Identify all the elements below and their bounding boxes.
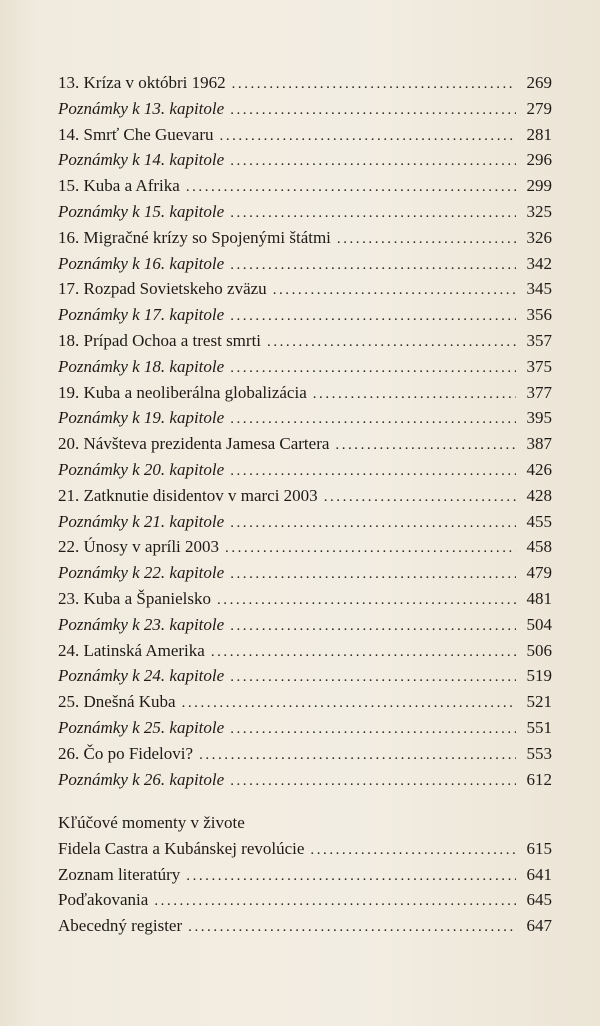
dot-leader — [220, 124, 516, 150]
dot-leader — [230, 614, 516, 640]
dot-leader — [211, 640, 516, 666]
entry-page-number: 326 — [526, 227, 552, 247]
dot-leader — [230, 407, 516, 433]
entry-title: 23. Kuba a Španielsko — [58, 588, 211, 608]
dot-leader — [230, 356, 516, 382]
dot-leader — [182, 691, 516, 717]
dot-leader — [154, 889, 516, 915]
toc-notes-entry — [58, 405, 552, 431]
entry-title: 14. Smrť Che Guevaru — [58, 124, 214, 144]
dot-leader — [230, 717, 516, 743]
dot-leader — [273, 278, 516, 304]
entry-title: Poznámky k 25. kapitole — [58, 717, 225, 737]
entry-page-number: 375 — [526, 356, 552, 376]
toc-chapter-entry — [58, 173, 552, 199]
toc-notes-entry — [58, 509, 552, 535]
entry-page-number: 325 — [526, 201, 552, 221]
toc-notes-entry — [58, 147, 552, 173]
toc-notes-entry — [58, 251, 552, 277]
entry-title: Poznámky k 22. kapitole — [58, 563, 225, 583]
dot-leader — [230, 304, 516, 330]
entry-title: 15. Kuba a Afrika — [58, 176, 180, 196]
toc-notes-entry — [58, 715, 552, 741]
entry-title: Poznámky k 23. kapitole — [58, 614, 225, 634]
entry-title: Poznámky k 13. kapitole — [58, 98, 225, 118]
entry-title: Poznámky k 15. kapitole — [58, 201, 225, 221]
entry-title: 20. Návšteva prezidenta Jamesa Cartera — [58, 434, 330, 454]
toc-notes-entry — [58, 767, 552, 793]
entry-page-number: 458 — [526, 537, 552, 557]
appendix-section — [58, 810, 552, 939]
dot-leader — [310, 838, 516, 864]
dot-leader — [230, 149, 516, 175]
toc-chapter-entry — [58, 380, 552, 406]
entry-page-number: 428 — [526, 485, 552, 505]
dot-leader — [335, 433, 516, 459]
toc-chapter-entry — [58, 328, 552, 354]
entry-title: Fidela Castra a Kubánskej revolúcie — [58, 838, 305, 858]
entry-page-number: 481 — [526, 588, 552, 608]
dot-leader — [186, 175, 516, 201]
entry-title: 17. Rozpad Sovietskeho zväzu — [58, 279, 267, 299]
entry-page-number: 377 — [526, 382, 552, 402]
entry-title: Poznámky k 24. kapitole — [58, 666, 225, 686]
entry-page-number: 506 — [526, 640, 552, 660]
appendix-entry — [58, 862, 552, 888]
dot-leader — [217, 588, 516, 614]
entry-title: 26. Čo po Fidelovi? — [58, 743, 194, 763]
entry-page-number: 479 — [526, 563, 552, 583]
entry-page-number: 519 — [526, 666, 552, 686]
dot-leader — [313, 382, 516, 408]
toc-chapter-entry — [58, 483, 552, 509]
entry-title: 13. Kríza v októbri 1962 — [58, 73, 226, 92]
toc-chapter-entry — [58, 225, 552, 251]
entry-page-number: 279 — [526, 98, 552, 118]
entry-page-number: 356 — [526, 305, 552, 325]
toc-notes-entry — [58, 354, 552, 380]
toc-notes-entry — [58, 560, 552, 586]
dot-leader — [267, 330, 516, 356]
dot-leader — [230, 511, 516, 537]
toc-chapter-entry — [58, 586, 552, 612]
entry-page-number: 615 — [526, 838, 552, 858]
entry-page-number: 647 — [526, 916, 552, 936]
toc-chapter-entry — [58, 534, 552, 560]
entry-title: Poznámky k 18. kapitole — [58, 356, 225, 376]
dot-leader — [230, 769, 516, 795]
entry-page-number: 551 — [526, 717, 552, 737]
dot-leader — [232, 72, 516, 98]
toc-chapter-entry — [58, 122, 552, 148]
dot-leader — [324, 485, 516, 511]
entry-title: 25. Dnešná Kuba — [58, 692, 176, 712]
entry-page-number: 387 — [526, 434, 552, 454]
dot-leader — [230, 253, 516, 279]
entry-page-number: 269 — [526, 73, 552, 92]
entry-page-number: 521 — [526, 692, 552, 712]
appendix-heading: Kľúčové momenty v živote — [58, 813, 245, 832]
dot-leader — [188, 915, 516, 941]
dot-leader — [199, 743, 516, 769]
entry-title: Poznámky k 17. kapitole — [58, 305, 225, 325]
toc-chapter-entry — [58, 689, 552, 715]
dot-leader — [225, 536, 516, 562]
entry-title: Abecedný register — [58, 916, 183, 936]
entry-page-number: 345 — [526, 279, 552, 299]
entry-title: 21. Zatknutie disidentov v marci 2003 — [58, 485, 318, 505]
entry-title: Zoznam literatúry — [58, 864, 181, 884]
appendix-entry — [58, 913, 552, 939]
entry-page-number: 455 — [526, 511, 552, 531]
entry-page-number: 357 — [526, 330, 552, 350]
toc-notes-entry — [58, 302, 552, 328]
toc-chapter-entry — [58, 638, 552, 664]
entry-page-number: 299 — [526, 176, 552, 196]
entry-page-number: 612 — [526, 769, 552, 789]
table-of-contents — [58, 70, 552, 792]
entry-page-number: 342 — [526, 253, 552, 273]
toc-chapter-entry — [58, 70, 552, 96]
entry-title: Poznámky k 20. kapitole — [58, 459, 225, 479]
toc-notes-entry — [58, 199, 552, 225]
dot-leader — [186, 864, 516, 890]
entry-page-number: 281 — [526, 124, 552, 144]
entry-page-number: 395 — [526, 408, 552, 428]
entry-page-number: 553 — [526, 743, 552, 763]
toc-notes-entry — [58, 663, 552, 689]
entry-page-number: 645 — [526, 890, 552, 910]
appendix-entry — [58, 887, 552, 913]
toc-notes-entry — [58, 612, 552, 638]
entry-page-number: 641 — [526, 864, 552, 884]
entry-title: Poznámky k 19. kapitole — [58, 408, 225, 428]
entry-title: 16. Migračné krízy so Spojenými štátmi — [58, 227, 331, 247]
entry-page-number: 504 — [526, 614, 552, 634]
dot-leader — [230, 201, 516, 227]
dot-leader — [337, 227, 516, 253]
entry-title: 18. Prípad Ochoa a trest smrti — [58, 330, 262, 350]
entry-title: Poďakovania — [58, 890, 149, 910]
entry-title: 22. Únosy v apríli 2003 — [58, 537, 220, 557]
entry-page-number: 426 — [526, 459, 552, 479]
dot-leader — [230, 665, 516, 691]
entry-title: 19. Kuba a neoliberálna globalizácia — [58, 382, 307, 402]
appendix-entry — [58, 836, 552, 862]
entry-title: Poznámky k 14. kapitole — [58, 150, 225, 170]
entry-title: Poznámky k 21. kapitole — [58, 511, 225, 531]
toc-chapter-entry — [58, 431, 552, 457]
toc-notes-entry — [58, 96, 552, 122]
entry-title: Poznámky k 26. kapitole — [58, 769, 225, 789]
entry-page-number: 296 — [526, 150, 552, 170]
toc-chapter-entry — [58, 276, 552, 302]
toc-notes-entry — [58, 457, 552, 483]
entry-title: 24. Latinská Amerika — [58, 640, 205, 660]
dot-leader — [230, 459, 516, 485]
toc-chapter-entry — [58, 741, 552, 767]
dot-leader — [230, 562, 516, 588]
entry-title: Poznámky k 16. kapitole — [58, 253, 225, 273]
dot-leader — [230, 98, 516, 124]
